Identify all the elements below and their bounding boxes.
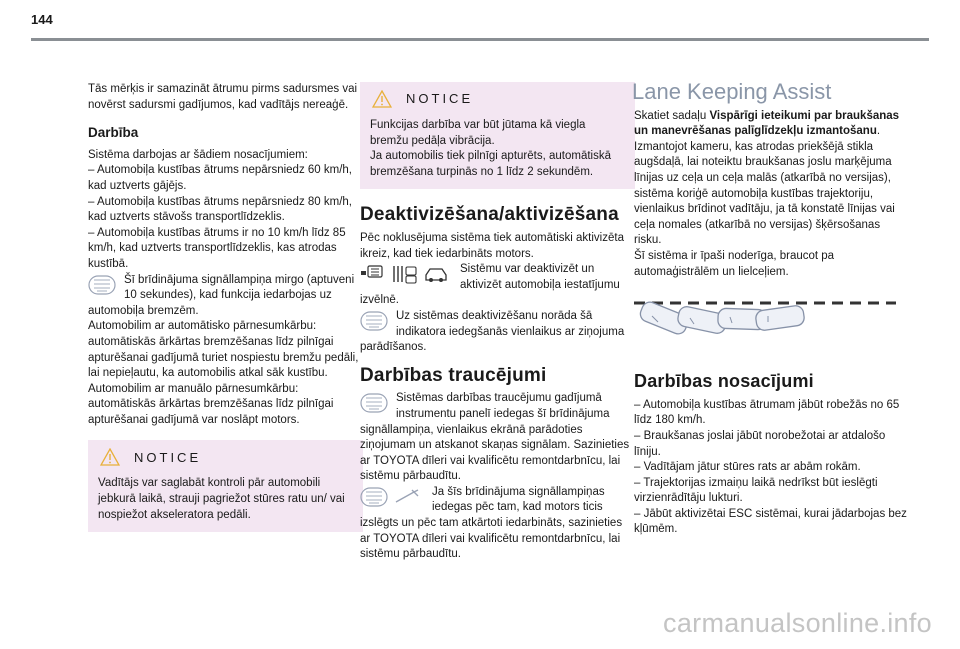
suitability-text: Šī sistēma ir īpaši noderīga, braucot pa automaģistrālēm un lielceļiem. [634, 249, 835, 278]
condition-speed: – Automobiļa kustības ātrumam jābūt robežās no 65 līdz 180 km/h. [634, 398, 900, 427]
system-off-indicator-icon [360, 310, 388, 332]
condition-pedestrian: – Automobiļa kustības ātrums nepārsniedz 60 km/h, kad uztverts gājējs. [88, 164, 353, 192]
settings-text: Sistēmu var deaktivizēt un aktivizēt automobiļa iestatījumu izvēlnē. [360, 263, 620, 307]
service-warning-icons [360, 486, 424, 508]
warning-triangle-icon [372, 90, 392, 108]
condition-stationary: – Automobiļa kustības ātrums nepārsniedz 80 km/h, kad uztverts stāvošs transportlīdzeklis. [88, 195, 353, 224]
notice-box [88, 440, 363, 532]
fault-text: Sistēmas darbības traucējumu gadījumā instrumentu panelī iedegas šī brīdinājuma signāllampiņa, vienlaikus ekrānā parādoties ziņojumam un atskanot skaņas signālam. Sazinieties ar TOYOTA dīleri vai kvalificētu remontdarbnīcu, lai sistēmu pārbaudītu. [360, 392, 630, 483]
condition-indicators: – Trajektorijas izmaiņu laikā nedrīkst būt ieslēgti virzienrādītāju lukturi. [634, 476, 878, 505]
notice-title: NOTICE [134, 449, 202, 465]
indicator-text: Uz sistēmas deaktivizēšanu norāda šā indikatora iedegšanās vienlaikus ar ziņojuma parādīšanos. [360, 309, 625, 354]
condition-hands: – Vadītājam jātur stūres rats ar abām rokām. [634, 461, 861, 474]
notice-text: Vadītājs var saglabāt kontroli pār automobili jebkurā laikā, strauji pagriežot stūres ratu un/ vai nospiežot akseleratora pedāli. [98, 477, 345, 521]
deactivation-intro: Pēc noklusējuma sistēma tiek automātiski aktivizēta ikreiz, kad tiek iedarbināts motors. [360, 231, 624, 260]
section-heading-deactivation: Deaktivizēšana/aktivizēšana [360, 204, 619, 226]
condition-moving: – Automobiļa kustības ātrums ir no 10 km/h līdz 85 km/h, kad uztverts transportlīdzeklis, kas atrodas kustībā. [88, 226, 346, 270]
warning-lamp-text: Šī brīdinājuma signāllampiņa mirgo (aptuveni 10 sekundes), kad funkcija iedarbojas uz automobiļa bremzēm. [88, 273, 355, 317]
settings-paragraph [360, 262, 635, 309]
lane-keeping-illustration [634, 294, 896, 352]
automatic-gearbox-text: Automobilim ar automātisko pārnesumkārbu: automātiskās ārkārtas bremzēšanas līdz pilnīgai apturēšanai gadījumā turiet nospiestu bremžu pedāli, lai nepieļautu, ka automobilis atkal sāk kustību. [88, 320, 359, 380]
column-1 [88, 82, 363, 550]
fault-paragraph [360, 391, 635, 485]
conditions-intro: Sistēma darbojas ar šādiem nosacījumiem: [88, 148, 308, 161]
notice-box [360, 82, 635, 189]
warning-triangle-icon [100, 448, 120, 466]
reference-prefix: Skatiet sadaļu [634, 109, 710, 122]
indicator-paragraph [360, 309, 635, 356]
collision-warning-icon [88, 274, 116, 296]
condition-lane-line: – Braukšanas joslai jābūt norobežotai ar atdalošo līniju. [634, 429, 886, 458]
reference-suffix: . [876, 125, 881, 138]
manual-gearbox-text: Automobilim ar manuālo pārnesumkārbu: automātiskās ārkārtas bremzēšanas līdz pilnīgai apturēšanai gadījumā var noslāpt motors. [88, 382, 334, 426]
header-rule [31, 38, 929, 41]
fault-warning-icon [360, 392, 388, 414]
page-number: 144 [31, 12, 53, 27]
intro-paragraph: Tās mērķis ir samazināt ātrumu pirms sadursmes vai novērst sadursmi gadījumos, kad vadītājs nereaģē. [88, 83, 358, 111]
section-heading-operation: Darbība [88, 125, 139, 141]
section-heading-faults: Darbības traucējumi [360, 364, 547, 386]
watermark: carmanualsonline.info [663, 608, 932, 638]
fault-text-2: Ja šīs brīdinājuma signāllampiņas iedegas pēc tam, kad motors ticis izslēgts un pēc tam atkārtoti iedarbināts, sazinieties ar TOYOTA dīleri vai kvalificētu remontdarbnīcu, lai sistēmu pārbaudītu. [360, 485, 623, 561]
notice-line-1: Funkcijas darbība var būt jūtama kā viegla bremžu pedāļa vibrācija. [370, 119, 586, 147]
notice-title: NOTICE [406, 91, 474, 107]
vehicle-settings-icons [360, 263, 452, 285]
fault-paragraph-2 [360, 485, 635, 563]
condition-esc: – Jābūt aktivizētai ESC sistēmai, kurai jādarbojas bez kļūmēm. [634, 507, 907, 536]
column-2 [360, 82, 635, 563]
warning-lamp-paragraph [88, 273, 363, 320]
section-heading-conditions: Darbības nosacījumi [634, 371, 814, 392]
camera-description: Izmantojot kameru, kas atrodas priekšējā stikla augšdaļā, lai noteiktu braukšanas joslu marķējuma līnijas uz ceļa un ceļa malās (atkarībā no versijas), sistēma koriģē automobiļa kustības trajektoriju, vienlaikus brīdinot vadītāju, ja tā konstatē līnijas vai ceļa nomales (atkarībā no versijas) šķērsošanas risku. [634, 140, 895, 247]
column-3 [632, 79, 909, 538]
chapter-title: Lane Keeping Assist [632, 79, 832, 104]
reference-link-text: Vispārīgi ieteikumi par braukšanas un manevrēšanas palīglīdzekļu izmantošanu [634, 109, 900, 138]
reference-paragraph [634, 109, 909, 140]
notice-line-2: Ja automobilis tiek pilnīgi apturēts, automātiskā bremzēšana turpinās no 1 līdz 2 sekundēm. [370, 150, 611, 178]
